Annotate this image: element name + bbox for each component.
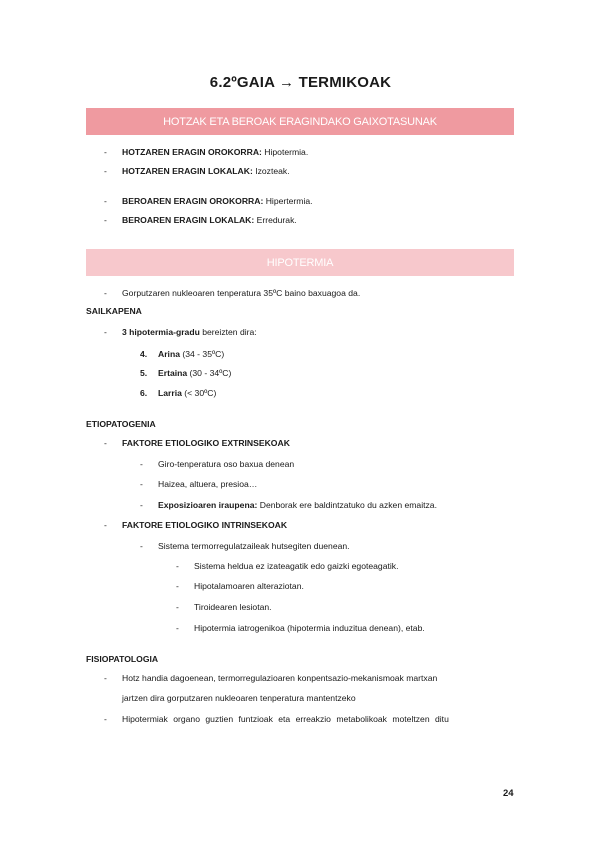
heading-fisiopatologia: FISIOPATOLOGIA <box>86 654 159 664</box>
paragraph-line: Hotz handia dagoenean, termorregulazioaren konpentsazio-mekanismoak martxan <box>122 673 438 683</box>
grade-number: 5. <box>140 368 148 378</box>
subheading-extrinsic: FAKTORE ETIOLOGIKO EXTRINSEKOAK <box>122 438 290 448</box>
grade-item: Larria (< 30ºC) <box>158 388 217 398</box>
list-item: 3 hipotermia-gradu bereizten dira: <box>122 327 257 337</box>
bullet-dash: - <box>176 581 179 591</box>
bullet-dash: - <box>104 288 107 298</box>
grade-number: 4. <box>140 349 148 359</box>
list-item: BEROAREN ERAGIN OROKORRA: Hipertermia. <box>122 196 313 206</box>
grade-number: 6. <box>140 388 148 398</box>
bullet-dash: - <box>176 623 179 633</box>
bullet-dash: - <box>104 147 107 157</box>
heading-etiopatogenia: ETIOPATOGENIA <box>86 419 156 429</box>
page-number: 24 <box>503 788 514 799</box>
definition-text: Gorputzaren nukleoaren tenperatura 35ºC baino baxuagoa da. <box>122 288 361 298</box>
bullet-dash: - <box>176 561 179 571</box>
bullet-dash: - <box>104 196 107 206</box>
list-item: BEROAREN ERAGIN LOKALAK: Erredurak. <box>122 215 297 225</box>
bullet-dash: - <box>104 673 107 683</box>
subheading-intrinsic: FAKTORE ETIOLOGIKO INTRINSEKOAK <box>122 520 288 530</box>
list-item: Sistema heldua ez izateagatik edo gaizki egoteagatik. <box>194 561 399 571</box>
paragraph-line: Hipotermiak organo guztien funtzioak eta erreakzio metabolikoak moteltzen ditu <box>122 714 449 724</box>
grade-item: Arina (34 - 35ºC) <box>158 349 225 359</box>
bullet-dash: - <box>104 714 107 724</box>
list-item: Tiroidearen lesiotan. <box>194 602 272 612</box>
bullet-dash: - <box>104 166 107 176</box>
heading-sailkapena: SAILKAPENA <box>86 306 142 316</box>
list-item: Hipotalamoaren alteraziotan. <box>194 581 304 591</box>
bullet-dash: - <box>104 215 107 225</box>
paragraph-line: jartzen dira gorputzaren nukleoaren tenperatura mantentzeko <box>122 693 356 703</box>
page-title: 6.2ºGAIA → TERMIKOAK <box>209 74 392 91</box>
bullet-dash: - <box>140 541 143 551</box>
bullet-dash: - <box>140 459 143 469</box>
section-banner-hipotermia: HIPOTERMIA <box>86 249 514 276</box>
list-item: HOTZAREN ERAGIN LOKALAK: Izozteak. <box>122 166 290 176</box>
list-item: Exposizioaren iraupena: Denborak ere baldintzatuko du azken emaitza. <box>158 500 437 510</box>
bullet-dash: - <box>104 520 107 530</box>
bullet-dash: - <box>140 479 143 489</box>
list-item: Haizea, altuera, presioa… <box>158 479 258 489</box>
list-item: HOTZAREN ERAGIN OROKORRA: Hipotermia. <box>122 147 309 157</box>
bullet-dash: - <box>140 500 143 510</box>
section-banner-diseases: HOTZAK ETA BEROAK ERAGINDAKO GAIXOTASUNAK <box>86 108 514 135</box>
bullet-dash: - <box>104 438 107 448</box>
list-item: Hipotermia iatrogenikoa (hipotermia induzitua denean), etab. <box>194 623 425 633</box>
list-item: Giro-tenperatura oso baxua denean <box>158 459 295 469</box>
bullet-dash: - <box>104 327 107 337</box>
bullet-dash: - <box>176 602 179 612</box>
list-item: Sistema termorregulatzaileak hutsegiten duenean. <box>158 541 350 551</box>
grade-item: Ertaina (30 - 34ºC) <box>158 368 232 378</box>
